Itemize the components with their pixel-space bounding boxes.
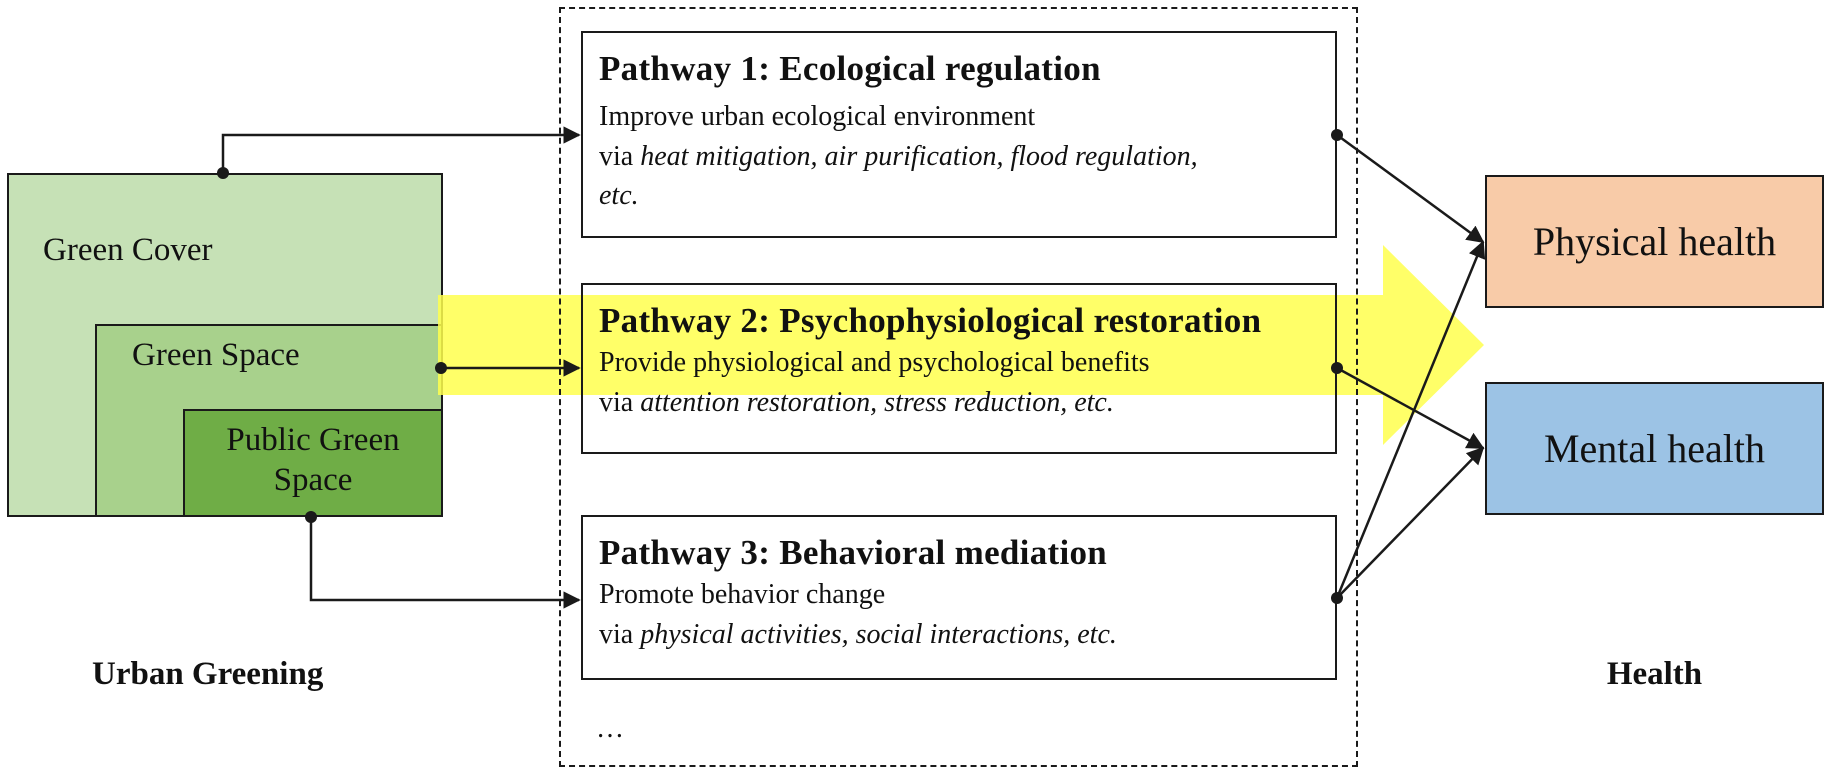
- pathway-3-title: Pathway 3: Behavioral mediation: [599, 533, 1108, 572]
- pathway-3-description: Promote behavior change: [599, 578, 886, 610]
- connector-p1-to-physical: [1337, 135, 1483, 242]
- pathway-1-via-prefix: via: [599, 140, 641, 172]
- green-cover-label: Green Cover: [43, 232, 213, 268]
- pathway-1-title: Pathway 1: Ecological regulation: [599, 49, 1101, 88]
- urban-greening-caption: Urban Greening: [92, 656, 324, 692]
- mental-health-label: Mental health: [1543, 426, 1766, 471]
- physical-health-label: Physical health: [1532, 219, 1777, 264]
- connector-green-cover-to-pathway-1: [223, 135, 579, 173]
- pathway-3-via-prefix: via: [599, 618, 641, 650]
- pathway-2-description: Provide physiological and psychological benefits: [599, 346, 1150, 378]
- public-green-space-label-line2: Space: [273, 461, 353, 498]
- more-pathways-ellipsis: …: [596, 713, 624, 744]
- pathway-1-via-mechanisms: heat mitigation, air purification, flood regulation,: [640, 140, 1198, 172]
- pathway-2-via-prefix: via: [599, 386, 641, 418]
- pathway-3-via-mechanisms: physical activities, social interactions, etc.: [640, 618, 1117, 650]
- connector-p3-to-mental: [1337, 448, 1483, 598]
- pathway-1-via-etc: etc.: [599, 180, 639, 212]
- connector-public-green-to-pathway-3: [311, 517, 579, 600]
- connector-p2-to-mental: [1337, 368, 1483, 448]
- connector-p3-to-physical: [1337, 242, 1483, 598]
- public-green-space-label-line1: Public Green: [226, 422, 400, 458]
- pathway-2-via-mechanisms: attention restoration, stress reduction, etc.: [640, 386, 1114, 418]
- green-space-label: Green Space: [132, 337, 300, 373]
- health-caption: Health: [1606, 656, 1703, 692]
- pathway-1-description: Improve urban ecological environment: [599, 100, 1036, 132]
- pathway-2-title: Pathway 2: Psychophysiological restoration: [599, 301, 1262, 340]
